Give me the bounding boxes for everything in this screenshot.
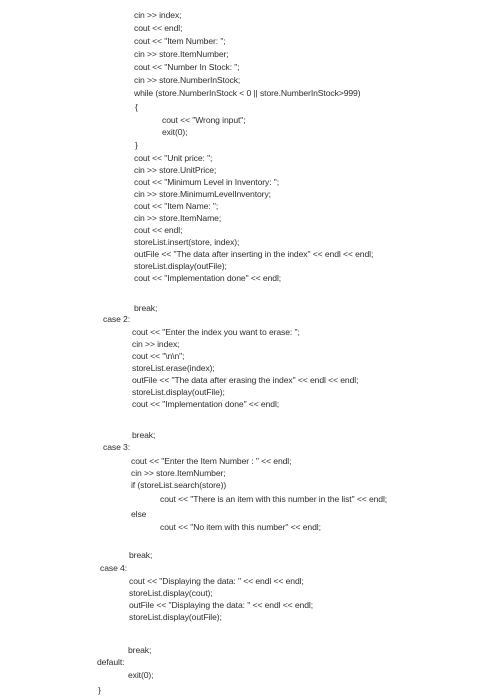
code-line: cout << "Enter the Item Number : " << endl; [131, 456, 292, 466]
code-line: else [131, 509, 147, 519]
code-line: exit(0); [128, 670, 154, 680]
code-line: storeList.display(outFile); [132, 387, 225, 397]
code-line: cin >> store.ItemNumber; [134, 49, 229, 59]
code-line: outFile << "Displaying the data: " << endl << endl; [129, 600, 313, 610]
code-line: cout << "Item Name: "; [134, 201, 219, 211]
code-line: storeList.insert(store, index); [134, 237, 240, 247]
code-line: { [135, 102, 138, 112]
code-line: storeList.display(outFile); [129, 612, 222, 622]
code-line: cin >> store.MinimumLevelInventory; [134, 189, 271, 199]
code-line: cout << endl; [134, 225, 183, 235]
code-line: outFile << "The data after inserting in the index" << endl << endl; [134, 249, 374, 259]
code-line: cin >> index; [134, 10, 182, 20]
code-line: break; [129, 550, 153, 560]
code-line: cout << "Implementation done" << endl; [132, 399, 280, 409]
code-line: cout << "Enter the index you want to erase: "; [132, 327, 300, 337]
code-line: cin >> store.NumberInStock; [134, 75, 241, 85]
code-line: exit(0); [162, 127, 188, 137]
code-line: cout << "No item with this number" << endl; [160, 522, 321, 532]
code-line: } [135, 140, 138, 150]
code-line: case 2: [103, 314, 131, 324]
code-line: cout << "Displaying the data: " << endl << endl; [129, 576, 304, 586]
code-line: storeList.erase(index); [132, 363, 215, 373]
code-line: storeList.display(outFile); [134, 261, 227, 271]
code-line: while (store.NumberInStock < 0 || store.NumberInStock>999) [134, 88, 361, 98]
code-line: if (storeList.search(store)) [131, 480, 227, 490]
code-line: cout << endl; [134, 23, 183, 33]
code-line: storeList.display(cout); [129, 588, 213, 598]
code-line: cout << "Minimum Level in Inventory: "; [134, 177, 280, 187]
code-line: cout << "Unit price: "; [134, 153, 213, 163]
code-line: cout << "There is an item with this number in the list" << endl; [160, 494, 388, 504]
code-line: cout << "Implementation done" << endl; [134, 273, 282, 283]
code-line: break; [132, 430, 156, 440]
code-line: cin >> index; [132, 339, 180, 349]
code-line: break; [128, 645, 152, 655]
code-line: cin >> store.UnitPrice; [134, 165, 217, 175]
code-line: cout << "\n\n"; [132, 351, 185, 361]
code-line: break; [134, 303, 158, 313]
code-line: } [98, 685, 101, 695]
code-line: case 4: [100, 563, 128, 573]
code-line: outFile << "The data after erasing the index" << endl << endl; [132, 375, 359, 385]
code-line: default: [97, 657, 125, 667]
code-line: cout << "Wrong input"; [162, 115, 246, 125]
code-line: case 3: [103, 442, 131, 452]
code-line: cin >> store.ItemName; [134, 213, 222, 223]
code-line: cin >> store.ItemNumber; [131, 468, 226, 478]
code-line: cout << "Number In Stock: "; [134, 62, 240, 72]
code-line: cout << "Item Number: "; [134, 36, 226, 46]
